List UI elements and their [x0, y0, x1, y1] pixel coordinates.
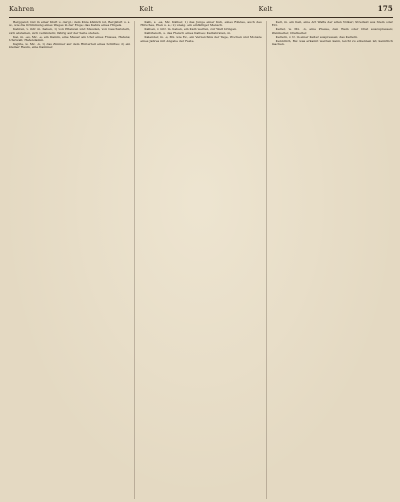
column-left — [9, 21, 135, 499]
column-right — [272, 21, 393, 499]
dictionary-entry: Kalben, v. intr. m. haben, ein Kalb werfen, zur Welt bringen. — [144, 27, 238, 32]
dictionary-entry: Kelt, m. ein Keil, eine Art Waffe der alten Völker; Streitaxt aus Stein oder Erz. — [271, 21, 393, 28]
running-header — [9, 4, 393, 15]
dictionary-entry: Kenntlich, Bw. was erkannt werden kann, leicht zu erkennen ist; kenntlich machen. — [271, 38, 393, 47]
dictionary-entry: Kahren, v. intr. m. haben, 1) von Pflanzen und Stauden, von Geschwistern, sich abziehen, sich verändern; fährig auf der Seite stehen. — [9, 27, 131, 35]
header-rule — [9, 17, 393, 18]
dictionary-entry: Kalbfleisch, s. das Fleisch eines Kalbes; Kalbsbraten, m. — [144, 31, 232, 36]
dictionary-entry: Berggeist; Gut in einer Kluft u. dergl.; dem Knie ähnlich ist, Bergkluft u. s. w., wie die Krümmung eines Weges in der Enge; das Kahre eines Hügels. — [9, 21, 131, 28]
dictionary-entry: Kalender, m. -s, Mz. wie Ez., ein Verzeichnis der Tage, Wochen und Monate eines Jahres mit Angabe der Feste. — [140, 35, 262, 43]
dictionary-entry: Kajüte, w. Mz. -n, 1) das Zimmer auf dem Hinterteil eines Schiffes; 2) ein kleiner Raum, eine Kammer. — [9, 42, 131, 50]
dictionary-entry: Kalb, s. -es, Mz. Kälber, 1) das Junge einer Kuh, eines Rindes, auch des Hirsches, Elen u. a.; 2) uneig. ein einfältiger Mensch. — [140, 21, 262, 28]
dictionary-entry: Kelter, w. Mz. -n, eine Presse, den Wein oder Obst auszupressen; Weinkelter, Obstkelter. — [271, 27, 393, 35]
text-columns — [9, 21, 393, 499]
header-left-word: Kahren — [9, 5, 35, 13]
dictionary-entry: Kai, m. -es, Mz. -e, ein Damm, eine Mauer am Ufer eines Flusses, Hafens; Uferwall; Hafendamm. — [9, 34, 131, 43]
dictionary-entry: Keltern, v. tr. in einer Kelter auspressen; das Keltern. — [275, 34, 359, 39]
page-number: 175 — [377, 4, 393, 13]
column-middle — [140, 21, 266, 499]
header-center-left-word: Kelt — [139, 5, 154, 13]
header-center-right-word: Kelt — [258, 5, 273, 13]
